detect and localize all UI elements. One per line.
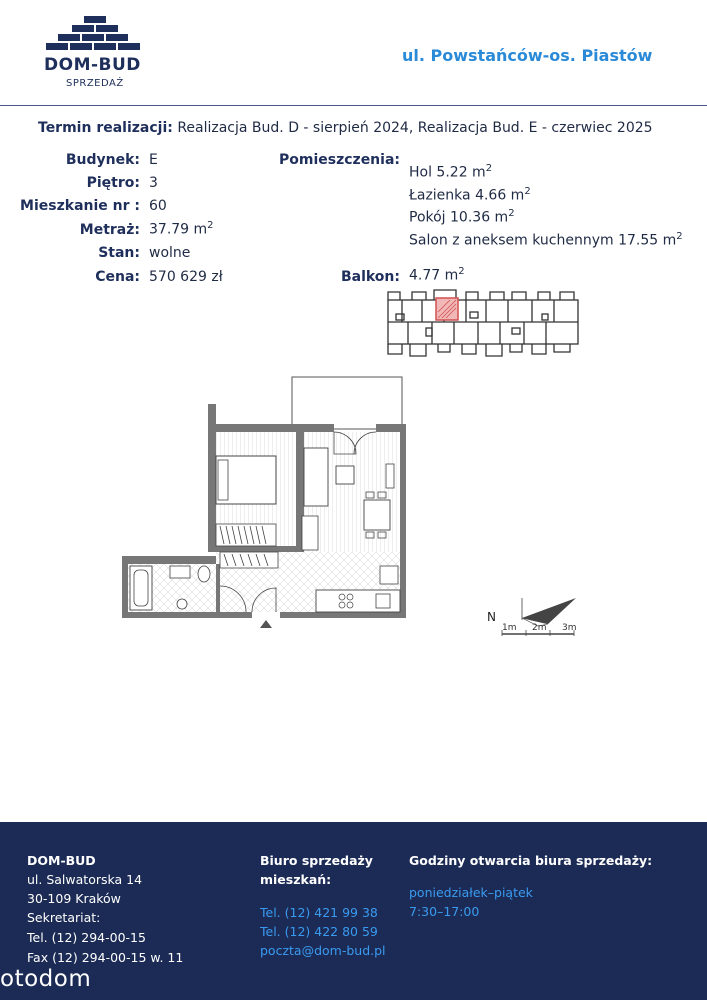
footer-office-title: Biuro sprzedaży [260,853,373,868]
footer-office-title-2: mieszkań: [260,872,332,887]
compass-north-label: N [487,610,496,624]
entrance-arrow-icon [260,620,272,628]
room-item: Pokój 10.36 $m^2$ [409,208,515,226]
apartment-label: Mieszkanie nr : [20,198,140,214]
price-label: Cena: [95,269,140,285]
balcony-value: 4.77 $m^2$ [409,266,465,284]
footer-street: ul. Salwatorska 14 [27,872,143,887]
apartment-floor-plan [120,376,410,632]
footer-hours-time: 7:30–17:00 [409,904,480,919]
area-label: Metraż: [79,222,140,238]
logo-name: DOM-BUD [44,55,141,75]
scale-label: 2m [532,623,547,633]
header-divider [0,105,707,106]
building-label: Budynek: [65,152,140,168]
term-label: Termin realizacji: [38,120,173,136]
floor-label: Piętro: [86,175,140,191]
footer-hours-title: Godziny otwarcia biura sprzedaży: [409,853,653,868]
footer-hours-days: poniedziałek–piątek [409,885,533,900]
status-value: wolne [149,245,191,261]
status-label: Stan: [98,245,140,261]
footer-city: 30-109 Kraków [27,891,121,906]
building-value: E [149,152,158,168]
address-title: ul. Powstańców-os. Piastów [402,46,653,65]
price-value: 570 629 zł [149,269,223,285]
area-value: 37.79 $m^2$ [149,220,214,238]
footer-fax: Fax (12) 294-00-15 w. 11 [27,950,184,965]
building-key-plan [382,288,584,362]
scale-label: 3m [562,623,577,633]
apartment-value: 60 [149,198,167,214]
scale-label: 1m [502,623,517,633]
term-value: Realizacja Bud. D - sierpień 2024, Realizacja Bud. E - czerwiec 2025 [177,120,653,136]
office-email-link[interactable]: poczta@dom-bud.pl [260,943,386,958]
term-line [38,120,653,136]
office-phone-link[interactable]: Tel. (12) 421 99 38 [260,905,378,920]
logo [44,16,148,56]
room-item: Salon z aneksem kuchennym 17.55 $m^2$ [409,231,683,249]
room-item: Łazienka 4.66 $m^2$ [409,186,531,204]
footer-tel: Tel. (12) 294-00-15 [27,930,146,945]
logo-bricks-icon [44,16,148,56]
footer-secretariat: Sekretariat: [27,910,101,925]
rooms-label: Pomieszczenia: [279,152,400,168]
room-item: Hol 5.22 $m^2$ [409,163,493,181]
otodom-watermark: otodom [0,966,92,992]
logo-subtitle: SPRZEDAŻ [66,78,124,89]
balcony-label: Balkon: [340,269,400,285]
office-phone-link[interactable]: Tel. (12) 422 80 59 [260,924,378,939]
floor-value: 3 [149,175,158,191]
footer-company: DOM-BUD [27,853,96,868]
